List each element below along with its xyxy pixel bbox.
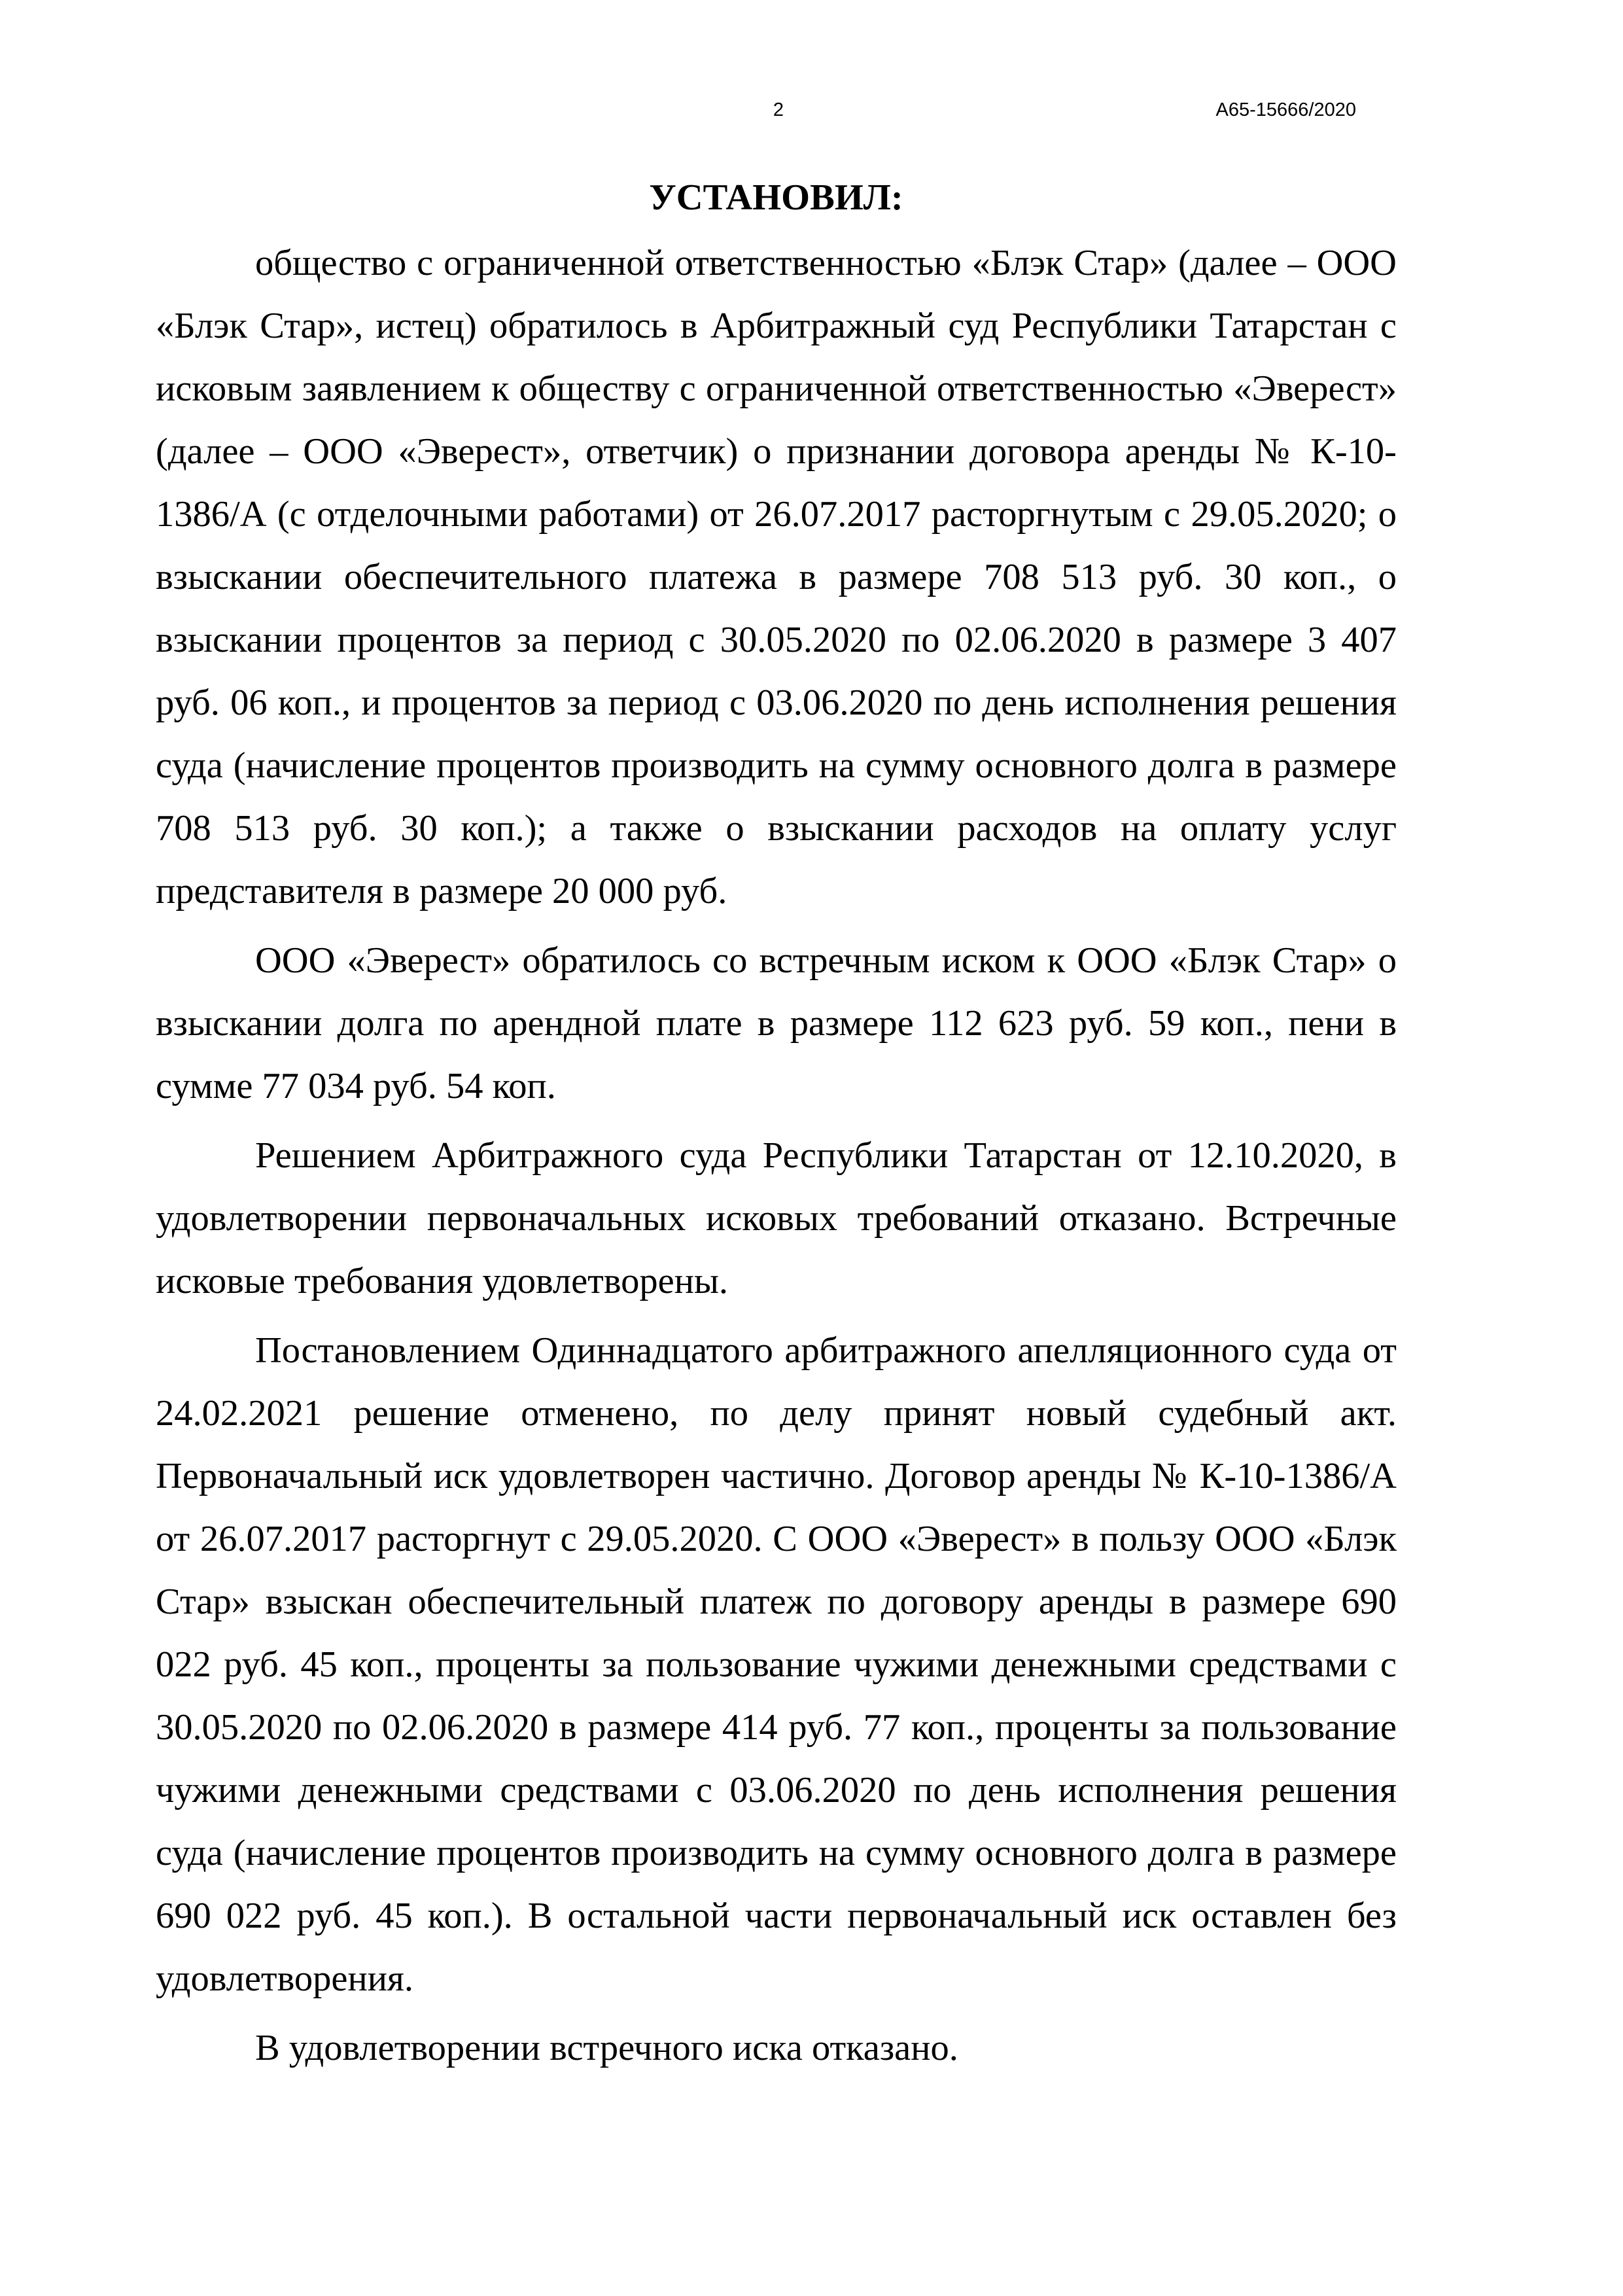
- paragraph-claim: общество с ограниченной ответственностью «Блэк Стар» (далее – ООО «Блэк Стар», истец) обратилось в Арбитражный суд Республики Татарстан с исковым заявлением к обществу с ограниченной ответственностью «Эверест» (далее – ООО «Эверест», ответчик) о признании договора аренды № К-10-1386/А (с отделочными работами) от 26.07.2017 расторгнутым с 29.05.2020; о взыскании обеспечительного платежа в размере 708 513 руб. 30 коп., о взыскании процентов за период с 30.05.2020 по 02.06.2020 в размере 3 407 руб. 06 коп., и процентов за период с 03.06.2020 по день исполнения решения суда (начисление процентов производить на сумму основного долга в размере 708 513 руб. 30 коп.); а также о взыскании расходов на оплату услуг представителя в размере 20 000 руб.: [156, 243, 1397, 911]
- section-heading: УСТАНОВИЛ:: [649, 177, 903, 218]
- page-number: 2: [773, 99, 784, 120]
- document-body: [156, 171, 1397, 2086]
- paragraph-appeal-ruling: Постановлением Одиннадцатого арбитражного апелляционного суда от 24.02.2021 решение отменено, по делу принят новый судебный акт. Первоначальный иск удовлетворен частично. Договор аренды № К-10-1386/А от 26.07.2017 расторгнут с 29.05.2020. С ООО «Эверест» в пользу ООО «Блэк Стар» взыскан обеспечительный платеж по договору аренды в размере 690 022 руб. 45 коп., проценты за пользование чужими денежными средствами с 30.05.2020 по 02.06.2020 в размере 414 руб. 77 коп., проценты за пользование чужими денежными средствами с 03.06.2020 по день исполнения решения суда (начисление процентов производить на сумму основного долга в размере 690 022 руб. 45 коп.). В остальной части первоначальный иск оставлен без удовлетворения.: [156, 1330, 1397, 1999]
- paragraph-first-instance-decision: Решением Арбитражного суда Республики Татарстан от 12.10.2020, в удовлетворении первоначальных исковых требований отказано. Встречные исковые требования удовлетворены.: [156, 1135, 1397, 1301]
- paragraph-counterclaim: ООО «Эверест» обратилось со встречным иском к ООО «Блэк Стар» о взыскании долга по арендной плате в размере 112 623 руб. 59 коп., пени в сумме 77 034 руб. 54 коп.: [156, 940, 1397, 1106]
- case-number: А65-15666/2020: [1215, 99, 1356, 120]
- paragraph-counterclaim-denied: В удовлетворении встречного иска отказано.: [255, 2028, 958, 2068]
